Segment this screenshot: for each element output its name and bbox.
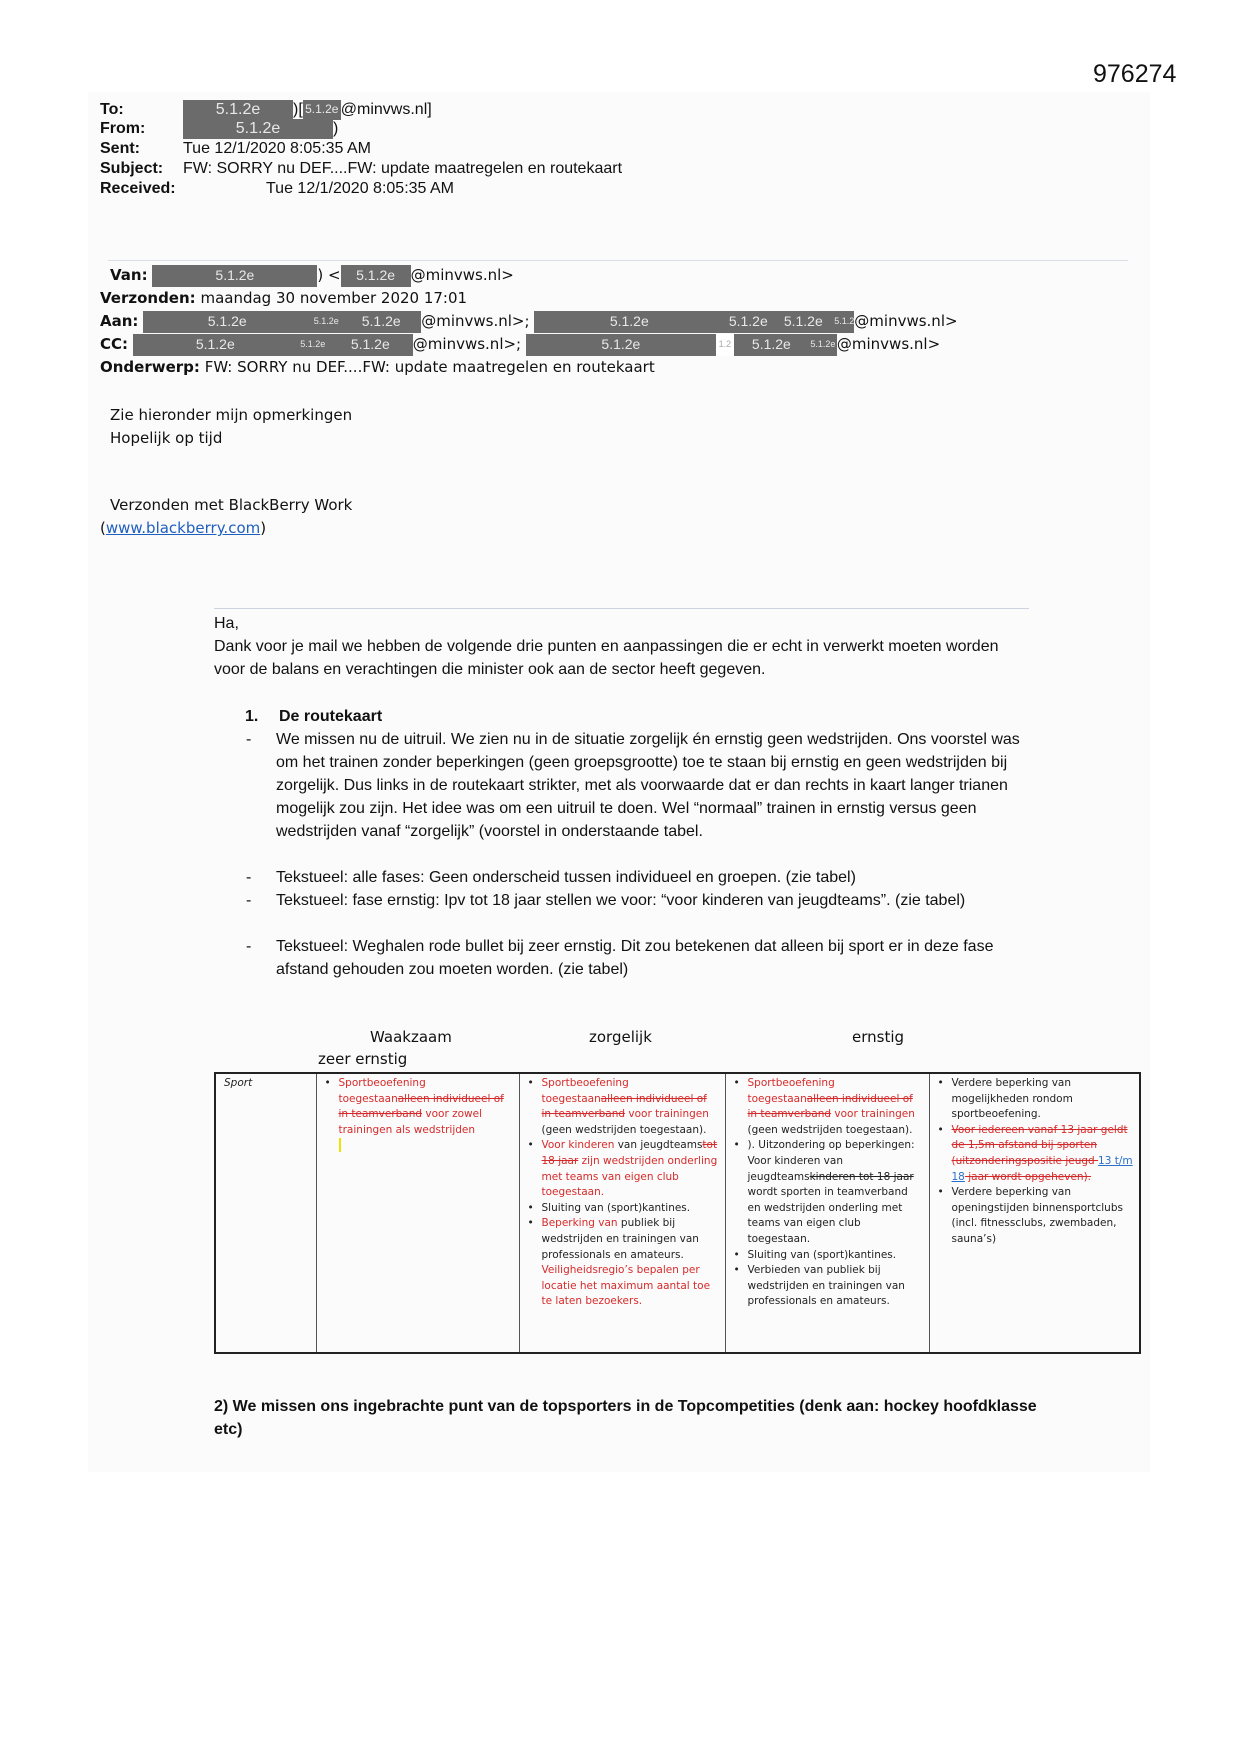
cell-ernstig xyxy=(725,1073,929,1353)
verzonden-row xyxy=(100,288,467,308)
redaction: 5.1.2e xyxy=(183,119,333,139)
verzonden-label: Verzonden: xyxy=(100,289,196,307)
redaction: 5.1.2e xyxy=(772,311,834,333)
signature-link-row xyxy=(100,518,266,538)
to-row xyxy=(100,100,432,120)
verzonden-value: maandag 30 november 2020 17:01 xyxy=(200,289,468,307)
list-item: • Verdere beperking van openingstijden binnensportclubs (incl. fitnessclubs, zwembaden, sauna’s) xyxy=(948,1185,1134,1247)
van-row xyxy=(100,265,514,287)
sent-label: Sent: xyxy=(100,140,140,157)
redaction: 5.1.2e xyxy=(143,311,311,333)
message-line-1: Zie hieronder mijn opmerkingen xyxy=(110,406,353,424)
list-item: • Beperking van publiek bij wedstrijden en trainingen van professionals en amateurs. Veiligheidsregio’s bepalen per locatie het maximum aantal toe te laten bezoekers. xyxy=(538,1216,719,1310)
redaction: 5.1.2e xyxy=(526,334,716,356)
redaction: 5.1.2e xyxy=(724,311,772,333)
cell-zorgelijk xyxy=(519,1073,725,1353)
bullet-2: Tekstueel: alle fases: Geen onderscheid tussen individueel en groepen. (zie tabel) xyxy=(276,869,856,886)
to-address-suffix: @minvws.nl] xyxy=(340,101,432,118)
from-suffix: ) xyxy=(333,120,339,137)
list-item: • Sportbeoefening toegestaanalleen individueel of in teamverband voor zowel trainingen als wedstrijden xyxy=(335,1076,513,1158)
list-item: • Sluiting van (sport)kantines. xyxy=(744,1248,923,1264)
intro-paragraph: Dank voor je mail we hebben de volgende drie punten en aanpassingen die er echt in verwerkt moeten worden voor de balans en verachtingen die minister ook aan de sector heeft gegeven. xyxy=(214,638,999,678)
bullet-dash: - xyxy=(246,892,252,909)
subject-label: Subject: xyxy=(100,160,164,177)
redaction: 5.1.2e xyxy=(133,334,298,356)
subject-row xyxy=(100,159,622,178)
col-head-zeer-ernstig: zeer ernstig xyxy=(318,1050,408,1068)
col-head-ernstig: ernstig xyxy=(852,1028,905,1046)
redaction: 5.1.2e xyxy=(328,334,413,356)
bullet-1: We missen nu de uitruil. We zien nu in de situatie zorgelijk én ernstig geen wedstrijden. Ons voorstel was om het trainen zonder beperkingen (geen groepsgrootte) toe te staan bij ernstig en geen wedstrijden bij zorgelijk. Dus links in de routekaart strikter, met als voorwaarde dat er dan rechts in kaart langer trianen mogelijk zou zijn. Het idee was om een uitruil te doen. Wel “normaal” trainen in ernstig versus geen wedstrijden vanaf “zorgelijk” (voorstel in onderstaande tabel. xyxy=(276,731,1020,840)
onderwerp-value: FW: SORRY nu DEF....FW: update maatregelen en routekaart xyxy=(204,358,655,376)
redaction: 5.1.2e xyxy=(298,334,328,356)
list-item: • ). Uitzondering op beperkingen: Voor kinderen van jeugdteamskinderen tot 18 jaar wordt sporten in teamverband en wedstrijden onderling met teams van eigen club toegestaan. xyxy=(744,1138,923,1247)
redaction: 5.1.2e xyxy=(341,265,411,287)
cc-label: CC: xyxy=(100,335,129,353)
text-cursor xyxy=(339,1138,341,1152)
aan-label: Aan: xyxy=(100,312,139,330)
cc-suffix-1: @minvws.nl>; xyxy=(412,335,522,353)
aan-suffix-2: @minvws.nl> xyxy=(854,312,958,330)
bullet-dash: - xyxy=(246,731,252,748)
aan-suffix-1: @minvws.nl>; xyxy=(421,312,530,330)
routekaart-table xyxy=(214,1072,1141,1354)
onderwerp-label: Onderwerp: xyxy=(100,358,200,376)
redaction: 5.1.2e xyxy=(809,334,837,356)
greeting: Ha, xyxy=(214,615,239,632)
subject-value: FW: SORRY nu DEF....FW: update maatregelen en routekaart xyxy=(183,160,623,177)
redaction: 1.2 xyxy=(716,334,734,356)
onderwerp-row xyxy=(100,357,655,377)
paren-close: ) xyxy=(260,519,267,537)
aan-row xyxy=(100,311,958,333)
blackberry-link[interactable]: www.blackberry.com xyxy=(105,519,261,537)
row-label-sport: Sport xyxy=(215,1073,316,1353)
quote-separator xyxy=(214,608,1029,609)
from-row xyxy=(100,119,338,139)
received-value: Tue 12/1/2020 8:05:35 AM xyxy=(266,180,454,197)
redaction: 5.1.2e xyxy=(152,265,317,287)
redaction: 5.1.2e xyxy=(183,100,293,120)
message-line-2: Hopelijk op tijd xyxy=(110,429,223,447)
redaction: 5.1.2e xyxy=(311,311,341,333)
redaction: 5.1.2e xyxy=(734,334,809,356)
cell-zeer-ernstig xyxy=(929,1073,1140,1353)
list-item: • Verdere beperking van mogelijkheden rondom sportbeoefening. xyxy=(948,1076,1134,1123)
paren-open: ( xyxy=(100,519,106,537)
redaction: 5.1.2e xyxy=(834,311,854,333)
list-item: • Verbieden van publiek bij wedstrijden en trainingen van professionals en amateurs. xyxy=(744,1263,923,1310)
cc-suffix-2: @minvws.nl> xyxy=(836,335,941,353)
bullet-3: Tekstueel: fase ernstig: Ipv tot 18 jaar stellen we voor: “voor kinderen van jeugdteams”. (zie tabel) xyxy=(276,892,966,909)
list-item: • Voor iedereen vanaf 13 jaar geldt de 1,5m afstand bij sporten (uitzonderingspositie jeugd 13 t/m 18 jaar wordt opgeheven). xyxy=(948,1123,1134,1185)
signature: Verzonden met BlackBerry Work xyxy=(110,496,353,514)
separator-line xyxy=(108,260,1128,261)
van-suffix: @minvws.nl> xyxy=(410,266,514,284)
to-separator: )[ xyxy=(293,101,303,118)
section2-paragraph: 2) We missen ons ingebrachte punt van de topsporters in de Topcompetities (denk aan: hockey hoofdklasse etc) xyxy=(214,1398,1037,1438)
sent-row xyxy=(100,139,371,158)
list-item: • Sluiting van (sport)kantines. xyxy=(538,1201,719,1217)
to-label: To: xyxy=(100,101,124,118)
list-item: • Voor kinderen van jeugdteamstot 18 jaar zijn wedstrijden onderling met teams van eigen club toegestaan. xyxy=(538,1138,719,1200)
cc-row xyxy=(100,334,940,356)
bullet-4: Tekstueel: Weghalen rode bullet bij zeer ernstig. Dit zou betekenen dat alleen bij sport er in deze fase afstand gehouden zou moeten worden. (zie tabel) xyxy=(276,938,994,978)
received-row xyxy=(100,179,454,198)
bullet-dash: - xyxy=(246,869,252,886)
document-id: 976274 xyxy=(1093,60,1177,88)
cell-waakzaam xyxy=(316,1073,519,1353)
section1-number: 1. xyxy=(245,708,259,725)
table-row xyxy=(215,1073,1140,1353)
sent-value: Tue 12/1/2020 8:05:35 AM xyxy=(183,140,371,157)
col-head-zorgelijk: zorgelijk xyxy=(589,1028,652,1046)
redaction: 5.1.2e xyxy=(534,311,724,333)
list-item: • Sportbeoefening toegestaanalleen individueel of in teamverband voor trainingen (geen wedstrijden toegestaan). xyxy=(744,1076,923,1138)
section1-title: De routekaart xyxy=(279,708,383,725)
from-label: From: xyxy=(100,120,146,137)
van-separator: ) < xyxy=(317,266,341,284)
bullet-dash: - xyxy=(246,938,252,955)
col-head-waakzaam: Waakzaam xyxy=(370,1028,452,1046)
redaction: 5.1.2e xyxy=(303,100,341,120)
received-label: Received: xyxy=(100,180,176,197)
van-label: Van: xyxy=(110,266,148,284)
redaction: 5.1.2e xyxy=(341,311,421,333)
list-item: • Sportbeoefening toegestaanalleen individueel of in teamverband voor trainingen (geen wedstrijden toegestaan). xyxy=(538,1076,719,1138)
